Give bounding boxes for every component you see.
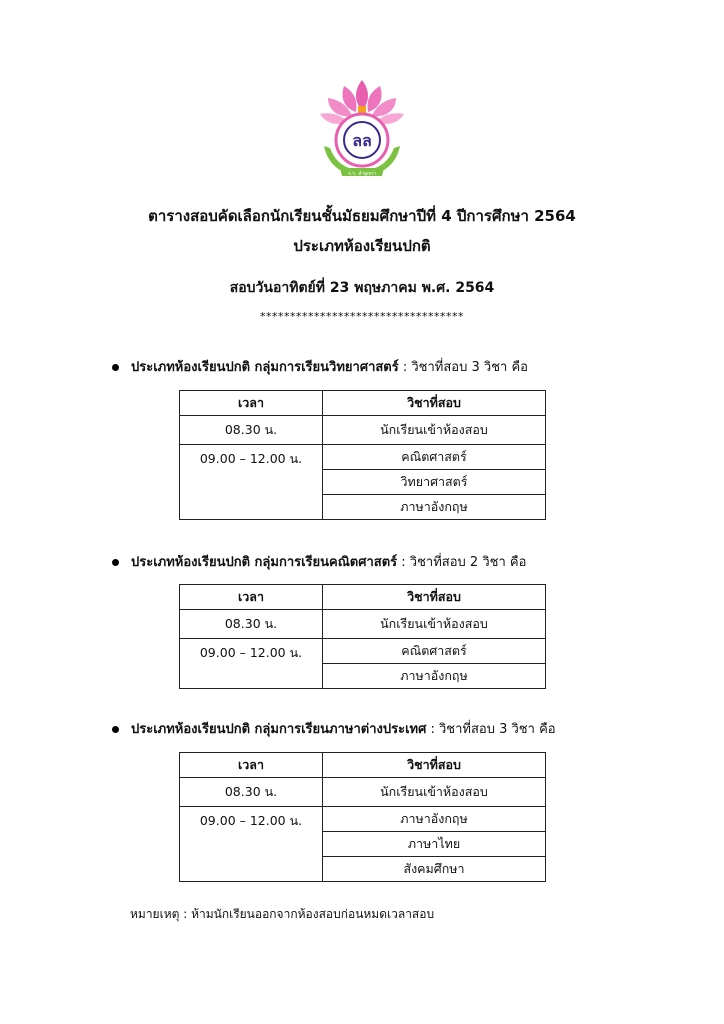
table-cell-subject: ภาษาไทย [323, 832, 546, 857]
table-cell-subject: วิทยาศาสตร์ [323, 470, 546, 495]
table-cell-subject: ภาษาอังกฤษ [323, 664, 546, 689]
exam-table-science [179, 390, 546, 520]
svg-text:ร.ร. ลำลูกกา: ร.ร. ลำลูกกา [348, 171, 376, 177]
school-logo [314, 76, 410, 180]
exam-date: สอบวันอาทิตย์ที่ 23 พฤษภาคม พ.ศ. 2564 [229, 280, 495, 296]
table-cell-subject: ภาษาอังกฤษ [323, 495, 546, 520]
section-heading-science: ประเภทห้องเรียนปกติ กลุ่มการเรียนวิทยาศาสตร์ : วิชาที่สอบ 3 วิชา คือ [112, 356, 712, 377]
table-cell-time: 08.30 น. [180, 610, 323, 639]
table-cell-time: 09.00 – 12.00 น. [180, 807, 323, 882]
exam-table-language [179, 752, 546, 882]
table-cell-time: 08.30 น. [180, 416, 323, 445]
bullet-icon [112, 726, 119, 733]
section-heading-math: ประเภทห้องเรียนปกติ กลุ่มการเรียนคณิตศาสตร์ : วิชาที่สอบ 2 วิชา คือ [112, 551, 712, 572]
table-cell-time: 08.30 น. [180, 778, 323, 807]
table-cell-subject: ภาษาอังกฤษ [323, 807, 546, 832]
svg-text:ลล: ลล [352, 131, 372, 150]
col-header-time: เวลา [180, 391, 323, 416]
table-cell-subject: นักเรียนเข้าห้องสอบ [323, 610, 546, 639]
table-cell-subject: สังคมศึกษา [323, 857, 546, 882]
divider-stars: ********************************** [260, 310, 464, 323]
page-subtitle: ประเภทห้องเรียนปกติ [293, 237, 431, 255]
table-cell-subject: คณิตศาสตร์ [323, 639, 546, 664]
page-title: ตารางสอบคัดเลือกนักเรียนชั้นมัธยมศึกษาปีที่ 4 ปีการศึกษา 2564 [148, 207, 576, 225]
col-header-time: เวลา [180, 753, 323, 778]
table-cell-subject: นักเรียนเข้าห้องสอบ [323, 778, 546, 807]
col-header-time: เวลา [180, 585, 323, 610]
table-cell-time: 09.00 – 12.00 น. [180, 445, 323, 520]
bullet-icon [112, 559, 119, 566]
section-heading-language: ประเภทห้องเรียนปกติ กลุ่มการเรียนภาษาต่างประเทศ : วิชาที่สอบ 3 วิชา คือ [112, 718, 712, 739]
col-header-subject: วิชาที่สอบ [323, 753, 546, 778]
col-header-subject: วิชาที่สอบ [323, 585, 546, 610]
col-header-subject: วิชาที่สอบ [323, 391, 546, 416]
bullet-icon [112, 364, 119, 371]
table-cell-subject: คณิตศาสตร์ [323, 445, 546, 470]
table-cell-time: 09.00 – 12.00 น. [180, 639, 323, 689]
exam-table-math [179, 584, 546, 689]
footnote: หมายเหตุ : ห้ามนักเรียนออกจากห้องสอบก่อนหมดเวลาสอบ [130, 907, 435, 921]
table-cell-subject: นักเรียนเข้าห้องสอบ [323, 416, 546, 445]
